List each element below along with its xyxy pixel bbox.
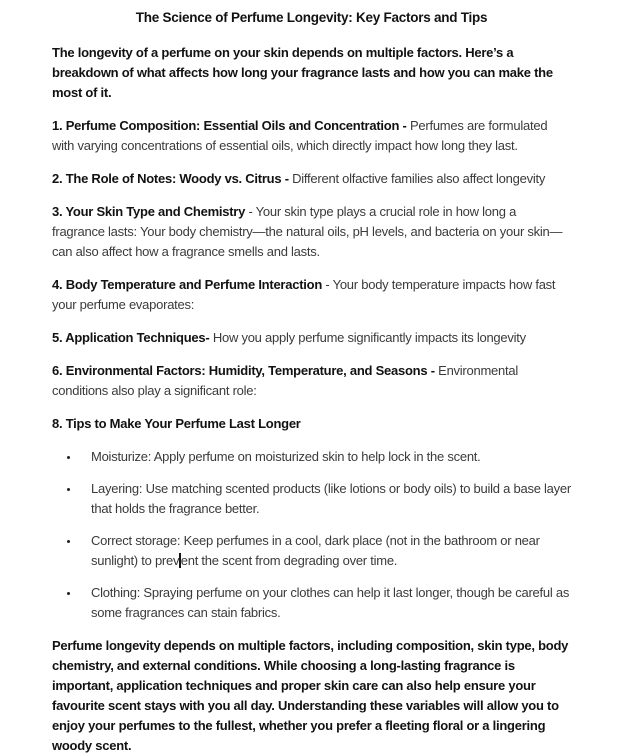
tips-heading: 8. Tips to Make Your Perfume Last Longer (52, 416, 301, 431)
section-role-of-notes (52, 169, 571, 189)
tip-text-after-cursor: ent the scent from degrading over time. (180, 553, 398, 568)
section-heading: 4. Body Temperature and Perfume Interaction (52, 277, 323, 292)
section-heading: 5. Application Techniques- (52, 330, 210, 345)
section-environmental-factors (52, 361, 571, 401)
tip-clothing: • Clothing: Spraying perfume on your clothes can help it last longer, though be careful as some fragrances can stain fabrics. (80, 583, 571, 623)
document-title: The Science of Perfume Longevity: Key Factors and Tips (135, 10, 488, 25)
conclusion-paragraph: Perfume longevity depends on multiple factors, including composition, skin type, body chemistry, and external conditions. While choosing a long-lasting fragrance is important, application techniques and proper skin care can also help ensure your favourite scent stays with you all day. Understanding these variables will allow you to enjoy your perfumes to the fullest, whether you prefer a fleeting floral or a lingering woody scent. (52, 638, 569, 753)
section-skin-type (52, 202, 571, 262)
section-heading: 2. The Role of Notes: Woody vs. Citrus - (52, 171, 289, 186)
section-heading: 6. Environmental Factors: Humidity, Temperature, and Seasons - (52, 363, 435, 378)
tip-moisturize: • Moisturize: Apply perfume on moisturized skin to help lock in the scent. (80, 447, 571, 467)
section-application-techniques (52, 328, 571, 348)
tips-list (52, 447, 571, 623)
section-heading: 3. Your Skin Type and Chemistry (52, 204, 246, 219)
section-body: - Your skin type plays a crucial role in how long a fragrance lasts: Your body chemistry—the natural oils, pH levels, and bacteria on your skin—can also affect how a fragrance smells and lasts. (52, 204, 563, 259)
section-body: Different olfactive families also affect longevity (288, 171, 546, 186)
section-body-temperature (52, 275, 571, 315)
section-body: - Your body temperature impacts how fast your perfume evaporates: (52, 277, 556, 312)
intro-paragraph: The longevity of a perfume on your skin depends on multiple factors. Here’s a breakdown of what affects how long your fragrance lasts and how you can make the most of it. (52, 45, 553, 100)
section-perfume-composition (52, 116, 571, 156)
section-body: Environmental conditions also play a significant role: (52, 363, 518, 398)
tip-text-before-cursor: Correct storage: Keep perfumes in a cool, dark place (not in the bathroom or near sunlight) to prev (91, 533, 540, 568)
section-body: How you apply perfume significantly impacts its longevity (209, 330, 526, 345)
tip-layering: • Layering: Use matching scented products (like lotions or body oils) to build a base layer that holds the fragrance better. (80, 479, 571, 519)
section-body: Perfumes are formulated with varying concentrations of essential oils, which directly impact how long they last. (52, 118, 548, 153)
section-heading: 1. Perfume Composition: Essential Oils and Concentration - (52, 118, 407, 133)
tip-correct-storage (80, 531, 571, 571)
